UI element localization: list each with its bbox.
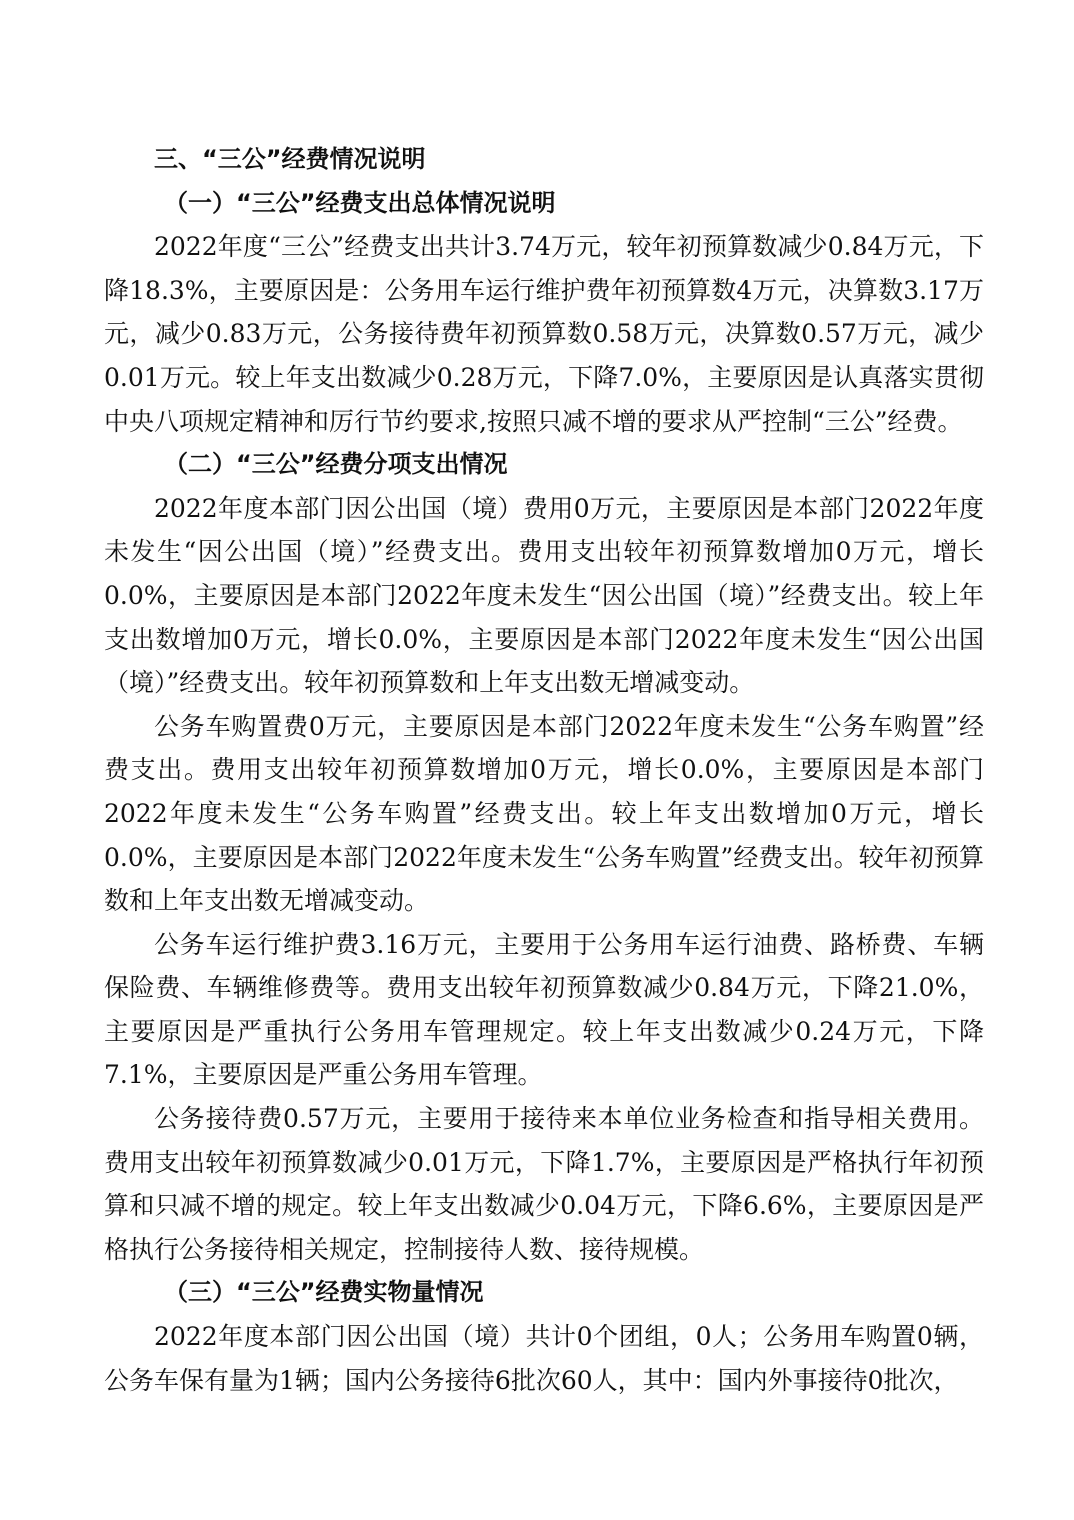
section2-title: （二）“三公”经费分项支出情况	[164, 450, 508, 479]
section3-paragraph: 2022年度本部门因公出国（境）共计0个团组，0人；公务用车购置0辆，公务车保有量为1辆；国内公务接待6批次60人，其中：国内外事接待0批次，	[104, 1322, 984, 1395]
document-page	[104, 138, 984, 1402]
section2-paragraph-reception: 公务接待费0.57万元，主要用于接待来本单位业务检查和指导相关费用。费用支出较年初预算数减少0.01万元，下降1.7%，主要原因是严格执行年初预算和只减不增的规定。较上年支出数减少0.04万元，下降6.6%，主要原因是严格执行公务接待相关规定，控制接待人数、接待规模。	[104, 1104, 984, 1264]
section2-paragraph-travel: 2022年度本部门因公出国（境）费用0万元，主要原因是本部门2022年度未发生“因公出国（境）”经费支出。费用支出较年初预算数增加0万元，增长0.0%，主要原因是本部门2022年度未发生“因公出国（境）”经费支出。较上年支出数增加0万元，增长0.0%，主要原因是本部门2022年度未发生“因公出国（境）”经费支出。较年初预算数和上年支出数无增减变动。	[104, 493, 984, 698]
section-heading-main: 三、“三公”经费情况说明	[154, 145, 426, 173]
section2-paragraph-vehicle-purchase: 公务车购置费0万元，主要原因是本部门2022年度未发生“公务车购置”经费支出。费用支出较年初预算数增加0万元，增长0.0%，主要原因是本部门2022年度未发生“公务车购置”经费支出。较上年支出数增加0万元，增长0.0%，主要原因是本部门2022年度未发生“公务车购置”经费支出。较年初预算数和上年支出数无增减变动。	[104, 711, 984, 916]
section1-paragraph: 2022年度“三公”经费支出共计3.74万元，较年初预算数减少0.84万元，下降18.3%，主要原因是：公务用车运行维护费年初预算数4万元，决算数3.17万元，减少0.83万元，公务接待费年初预算数0.58万元，决算数0.57万元，减少0.01万元。较上年支出数减少0.28万元，下降7.0%，主要原因是认真落实贯彻中央八项规定精神和厉行节约要求,按照只减不增的要求从严控制“三公”经费。	[104, 232, 984, 436]
section2-paragraph-vehicle-maintenance: 公务车运行维护费3.16万元，主要用于公务用车运行油费、路桥费、车辆保险费、车辆维修费等。费用支出较年初预算数减少0.84万元，下降21.0%，主要原因是严重执行公务用车管理规定。较上年支出数减少0.24万元，下降7.1%，主要原因是严重公务用车管理。	[104, 929, 984, 1090]
section3-title: （三）“三公”经费实物量情况	[164, 1278, 484, 1307]
section1-title: （一）“三公”经费支出总体情况说明	[164, 188, 556, 217]
